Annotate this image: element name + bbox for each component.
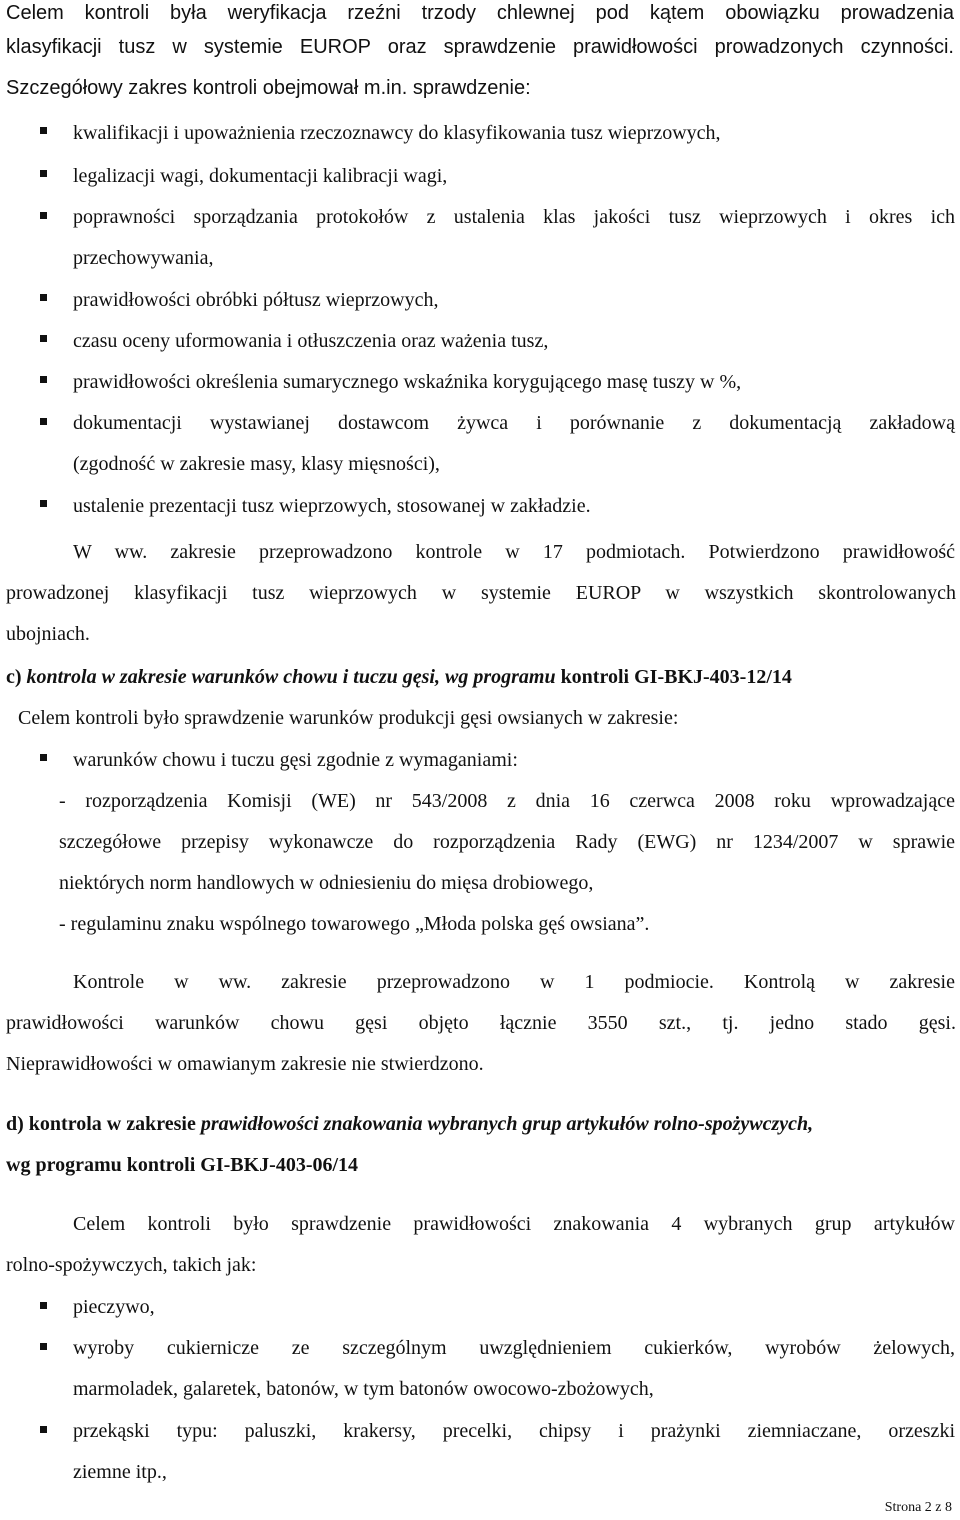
bullet-icon <box>40 127 47 134</box>
section-c-bullet: warunków chowu i tuczu gęsi zgodnie z wymaganiami: <box>73 749 518 771</box>
intro-line-1: Celem kontroli była weryfikacja rzeźni trzody chlewnej pod kątem obowiązku prowadzenia <box>6 2 954 24</box>
list-item: pieczywo, <box>73 1296 155 1318</box>
section-c-program: kontroli GI-BKJ-403-12/14 <box>555 666 792 688</box>
section-c-summary-1: Kontrole w ww. zakresie przeprowadzono w 1 podmiocie. Kontrolą w zakresie <box>73 971 955 993</box>
bullet-icon <box>40 294 47 301</box>
regulation-line-1: - rozporządzenia Komisji (WE) nr 543/2008 z dnia 16 czerwca 2008 roku wprowadzające <box>59 790 955 812</box>
list-item-continuation: przechowywania, <box>73 247 214 269</box>
bullet-icon <box>40 212 47 219</box>
section-d-purpose-2: rolno-spożywczych, takich jak: <box>6 1254 257 1276</box>
list-item: legalizacji wagi, dokumentacji kalibracji wagi, <box>73 165 448 187</box>
regulation-line-2: szczegółowe przepisy wykonawcze do rozporządzenia Rady (EWG) nr 1234/2007 w sprawie <box>59 831 955 853</box>
list-item-continuation: marmoladek, galaretek, batonów, w tym batonów owocowo-zbożowych, <box>73 1378 654 1400</box>
list-item: prawidłowości obróbki półtusz wieprzowych, <box>73 289 439 311</box>
section-d-heading-line-2 <box>6 1152 358 1178</box>
summary-line-3: ubojniach. <box>6 623 90 645</box>
section-c-prefix: c) <box>6 666 22 688</box>
intro-line-2: klasyfikacji tusz w systemie EUROP oraz sprawdzenie prawidłowości prowadzonych czynności. <box>6 36 954 58</box>
section-c-summary-3: Nieprawidłowości w omawianym zakresie nie stwierdzono. <box>6 1053 484 1075</box>
list-item: prawidłowości określenia sumarycznego wskaźnika korygującego masę tuszy w %, <box>73 371 742 393</box>
list-item: poprawności sporządzania protokołów z ustalenia klas jakości tusz wieprzowych i okres ich <box>73 206 955 228</box>
list-item-continuation: ziemne itp., <box>73 1461 167 1483</box>
summary-line-1: W ww. zakresie przeprowadzono kontrole w 17 podmiotach. Potwierdzono prawidłowość <box>73 541 955 563</box>
section-d-heading <box>6 1111 813 1137</box>
section-c-heading <box>6 664 792 690</box>
list-item: wyroby cukiernicze ze szczególnym uwzględnieniem cukierków, wyrobów żelowych, <box>73 1337 955 1359</box>
summary-line-2: prowadzonej klasyfikacji tusz wieprzowych w systemie EUROP w wszystkich skontrolowanych <box>6 582 956 604</box>
list-item: dokumentacji wystawianej dostawcom żywca i porównanie z dokumentacją zakładową <box>73 412 955 434</box>
bullet-icon <box>40 418 47 425</box>
list-item: kwalifikacji i upoważnienia rzeczoznawcy do klasyfikowania tusz wieprzowych, <box>73 122 721 144</box>
trademark-regulation: - regulaminu znaku wspólnego towarowego „Młoda polska gęś owsiana”. <box>59 913 650 935</box>
section-c-title: kontrola w zakresie warunków chowu i tuczu gęsi, wg programu <box>21 666 556 688</box>
bullet-icon <box>40 1343 47 1350</box>
list-item: ustalenie prezentacji tusz wieprzowych, stosowanej w zakładzie. <box>73 495 591 517</box>
bullet-icon <box>40 754 47 761</box>
bullet-icon <box>40 1426 47 1433</box>
section-d-prefix: d) kontrola w zakresie <box>6 1113 201 1135</box>
bullet-icon <box>40 1302 47 1309</box>
section-d-purpose-1: Celem kontroli było sprawdzenie prawidłowości znakowania 4 wybranych grup artykułów <box>73 1213 955 1235</box>
section-c-purpose: Celem kontroli było sprawdzenie warunków produkcji gęsi owsianych w zakresie: <box>18 707 679 729</box>
section-d-program: wg programu kontroli GI-BKJ-403-06/14 <box>6 1154 359 1176</box>
bullet-icon <box>40 170 47 177</box>
intro-line-3: Szczegółowy zakres kontroli obejmował m.in. sprawdzenie: <box>6 77 531 99</box>
section-c-summary-2: prawidłowości warunków chowu gęsi objęto łącznie 3550 szt., tj. jedno stado gęsi. <box>6 1012 956 1034</box>
section-d-title: prawidłowości znakowania wybranych grup artykułów rolno-spożywczych, <box>200 1113 814 1135</box>
list-item: przekąski typu: paluszki, krakersy, precelki, chipsy i prażynki ziemniaczane, orzeszki <box>73 1420 955 1442</box>
list-item: czasu oceny uformowania i otłuszczenia oraz ważenia tusz, <box>73 330 549 352</box>
bullet-icon <box>40 335 47 342</box>
regulation-line-3: niektórych norm handlowych w odniesieniu do mięsa drobiowego, <box>59 872 594 894</box>
list-item-continuation: (zgodność w zakresie masy, klasy mięsności), <box>73 453 440 475</box>
page-number: Strona 2 z 8 <box>884 1500 952 1515</box>
bullet-icon <box>40 376 47 383</box>
bullet-icon <box>40 500 47 507</box>
